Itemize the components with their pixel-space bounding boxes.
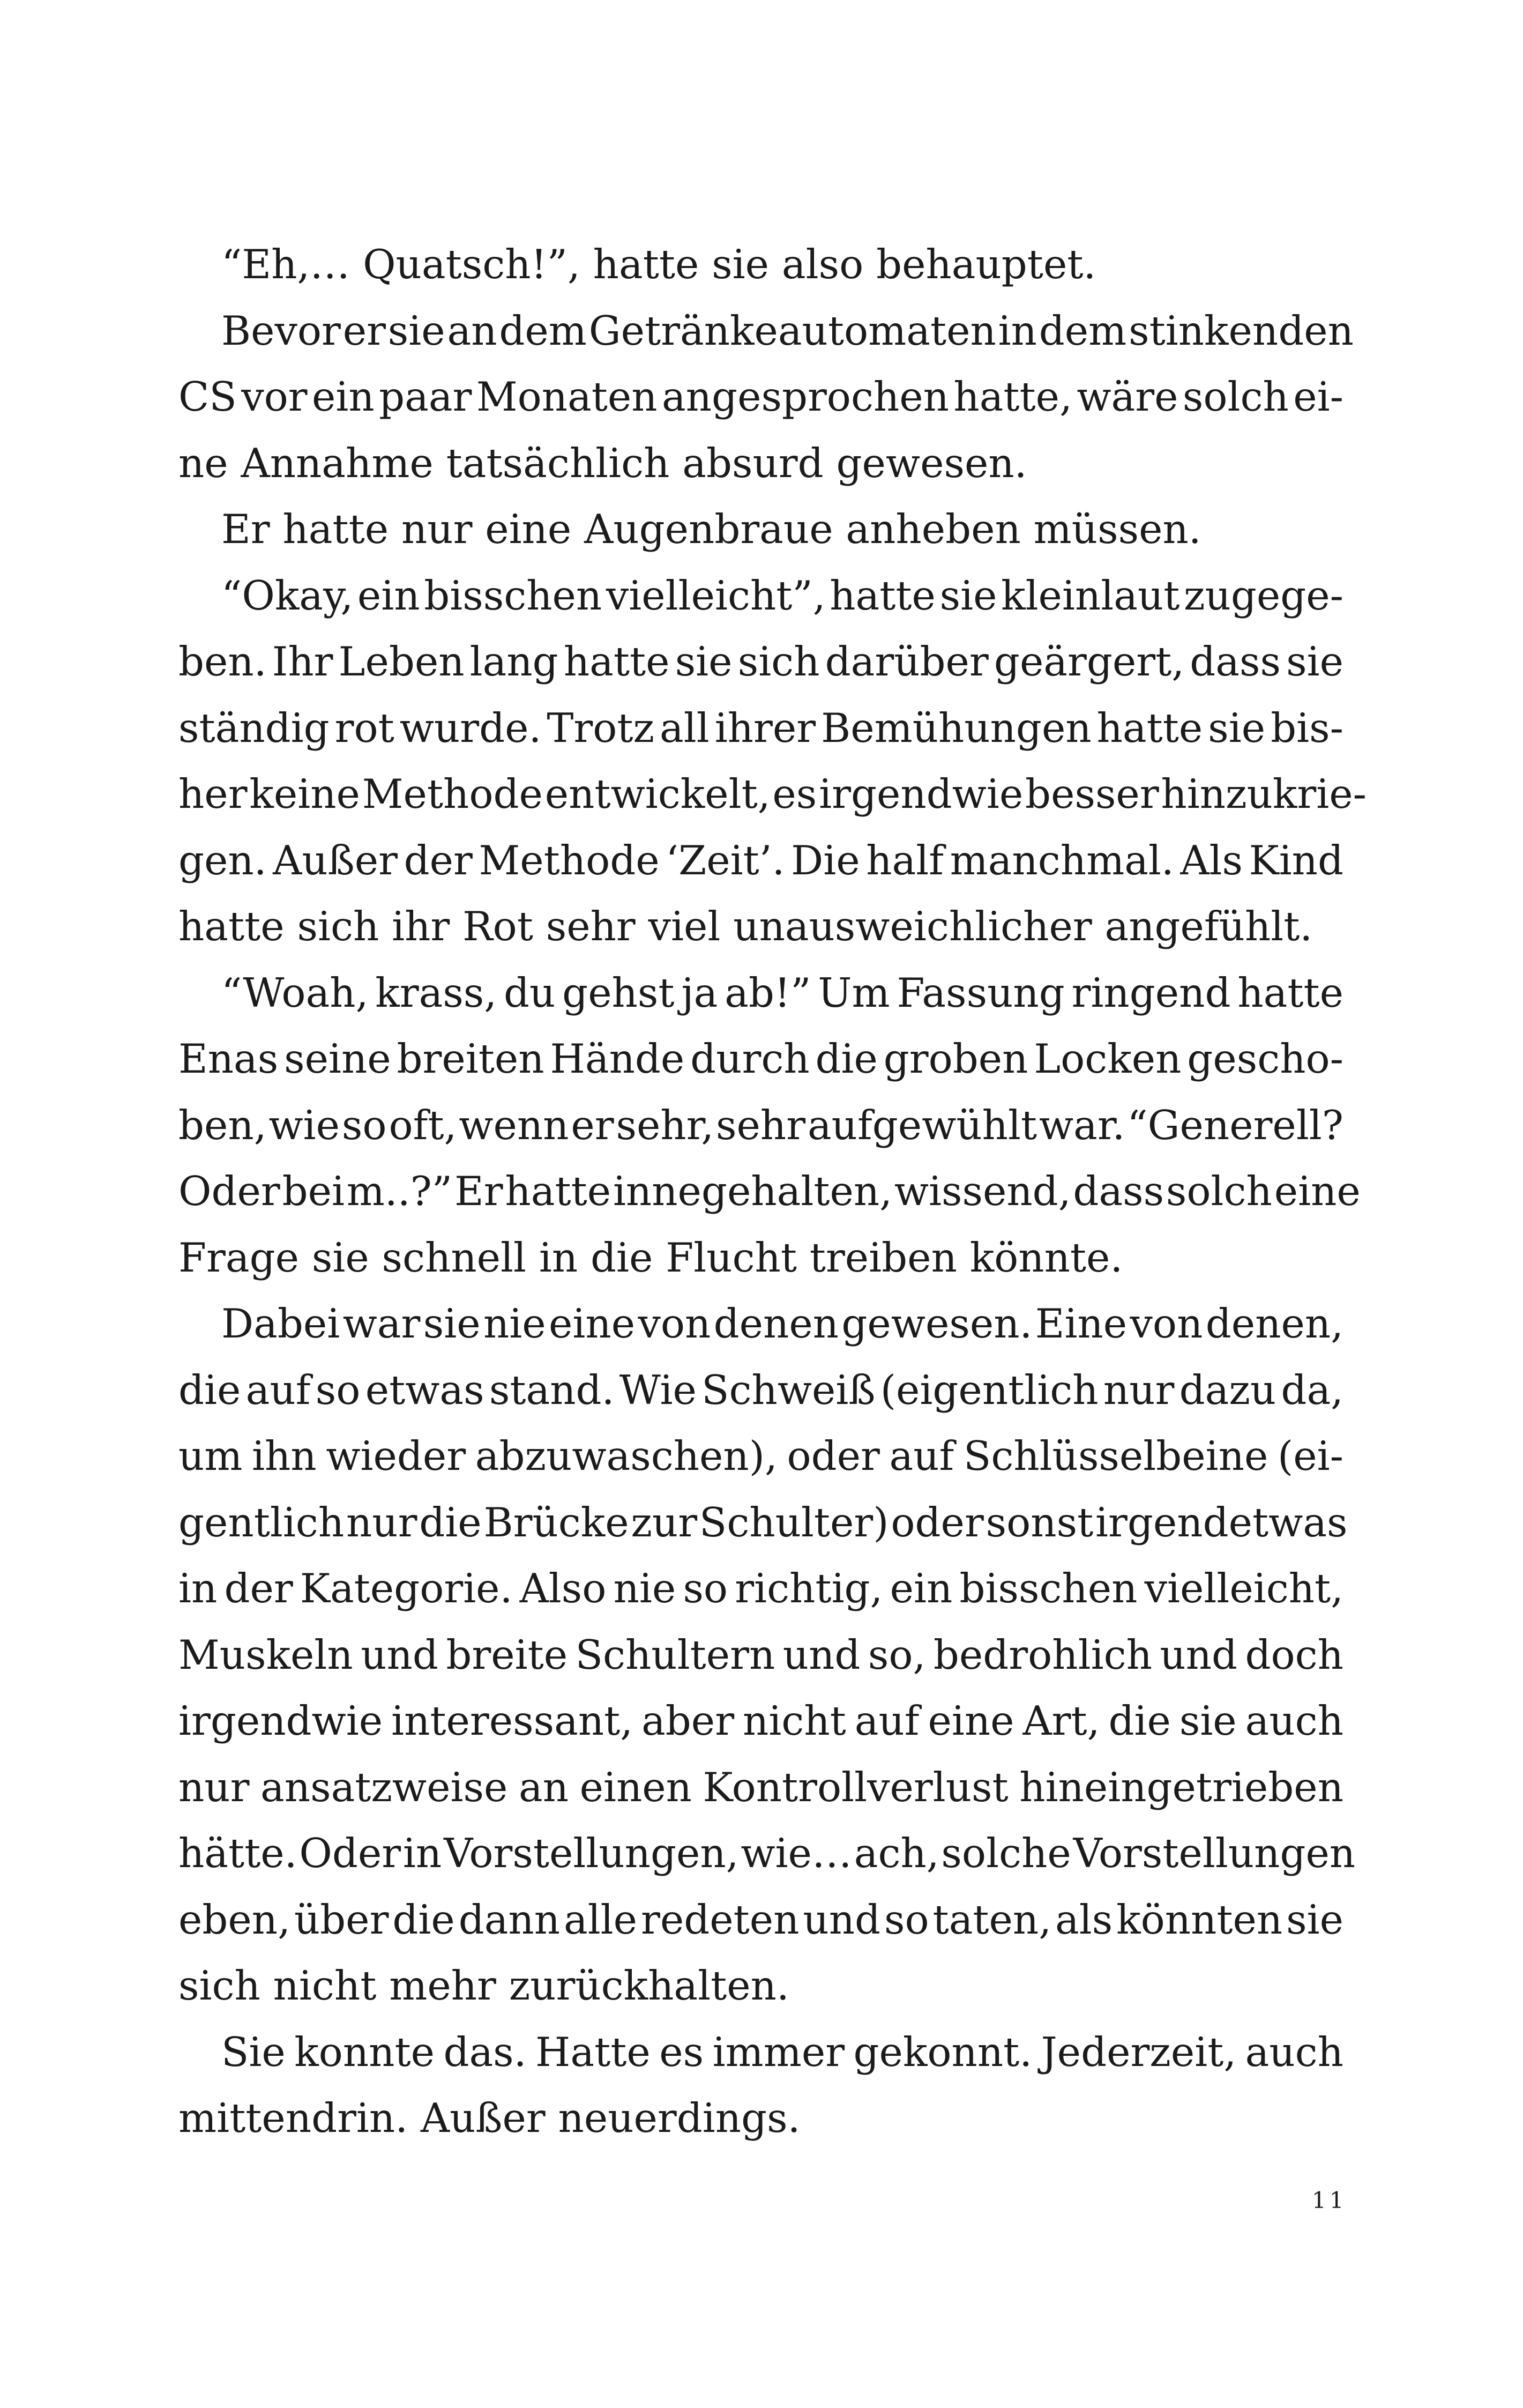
page-number: 11 [1312, 2187, 1347, 2213]
text-line: ne Annahme tatsächlich absurd gewesen. [178, 439, 1027, 487]
text-line: ständig rot wurde. Trotz all ihrer Bemühungen hatte sie bis- [178, 704, 1343, 752]
text-line: Sie konnte das. Hatte es immer gekonnt. Jederzeit, auch [221, 2028, 1343, 2076]
text-line: ben, wie so oft, wenn er sehr, sehr aufgewühlt war. “Generell? [178, 1101, 1343, 1149]
text-line: Frage sie schnell in die Flucht treiben könnte. [178, 1233, 1123, 1281]
text-line: Oder bei m..?” Er hatte innegehalten, wissend, dass solch eine [178, 1168, 1361, 1215]
text-line: “Okay, ein bisschen vielleicht”, hatte sie kleinlaut zugege- [221, 571, 1343, 619]
paragraph [178, 2019, 1343, 2152]
text-line: hätte. Oder in Vorstellungen, wie… ach, solche Vorstellungen [178, 1830, 1356, 1877]
text-line: in der Kategorie. Also nie so richtig, ein bisschen vielleicht, [178, 1565, 1343, 1612]
text-line: gentlich nur die Brücke zur Schulter) oder sonst irgendetwas [178, 1498, 1348, 1546]
text-line: “Woah, krass, du gehst ja ab!” Um Fassung ringend hatte [221, 969, 1343, 1016]
paragraph [178, 1291, 1356, 2019]
text-line: Dabei war sie nie eine von denen gewesen. Eine von denen, [221, 1300, 1343, 1347]
paragraph [178, 496, 1343, 563]
text-line: her keine Methode entwickelt, es irgendwie besser hinzukrie- [178, 770, 1367, 817]
body-text [178, 232, 1367, 2152]
text-line: die auf so etwas stand. Wie Schweiß (eigentlich nur dazu da, [178, 1366, 1343, 1414]
text-line: eben, über die dann alle redeten und so taten, als könnten sie [178, 1896, 1343, 1943]
text-line: um ihn wieder abzuwaschen), oder auf Schlüsselbeine (ei- [178, 1432, 1343, 1480]
text-line: ben. Ihr Leben lang hatte sie sich darüber geärgert, dass sie [178, 638, 1343, 685]
text-line: irgendwie interessant, aber nicht auf eine Art, die sie auch [178, 1697, 1343, 1744]
text-line: Enas seine breiten Hände durch die groben Locken gescho- [178, 1035, 1343, 1082]
text-line: “Eh,… Quatsch!”, hatte sie also behauptet. [221, 241, 1096, 288]
text-line: sich nicht mehr zurückhalten. [178, 1962, 789, 2009]
text-line: Bevor er sie an dem Getränkeautomaten in dem stinkenden [221, 307, 1354, 354]
text-line: nur ansatzweise an einen Kontrollverlust hineingetrieben [178, 1763, 1343, 1811]
text-line: gen. Außer der Methode ‘Zeit’. Die half manchmal. Als Kind [178, 836, 1343, 884]
text-line: hatte sich ihr Rot sehr viel unausweichlicher angefühlt. [178, 903, 1313, 950]
paragraph [178, 960, 1361, 1291]
text-line: Er hatte nur eine Augenbraue anheben müssen. [221, 506, 1201, 553]
text-line: CS vor ein paar Monaten angesprochen hatte, wäre solch ei- [178, 373, 1343, 420]
text-line: Muskeln und breite Schultern und so, bedrohlich und doch [178, 1631, 1343, 1678]
paragraph [178, 298, 1354, 497]
text-line: mittendrin. Außer neuerdings. [178, 2094, 801, 2142]
paragraph [178, 232, 1343, 298]
paragraph [178, 563, 1367, 960]
